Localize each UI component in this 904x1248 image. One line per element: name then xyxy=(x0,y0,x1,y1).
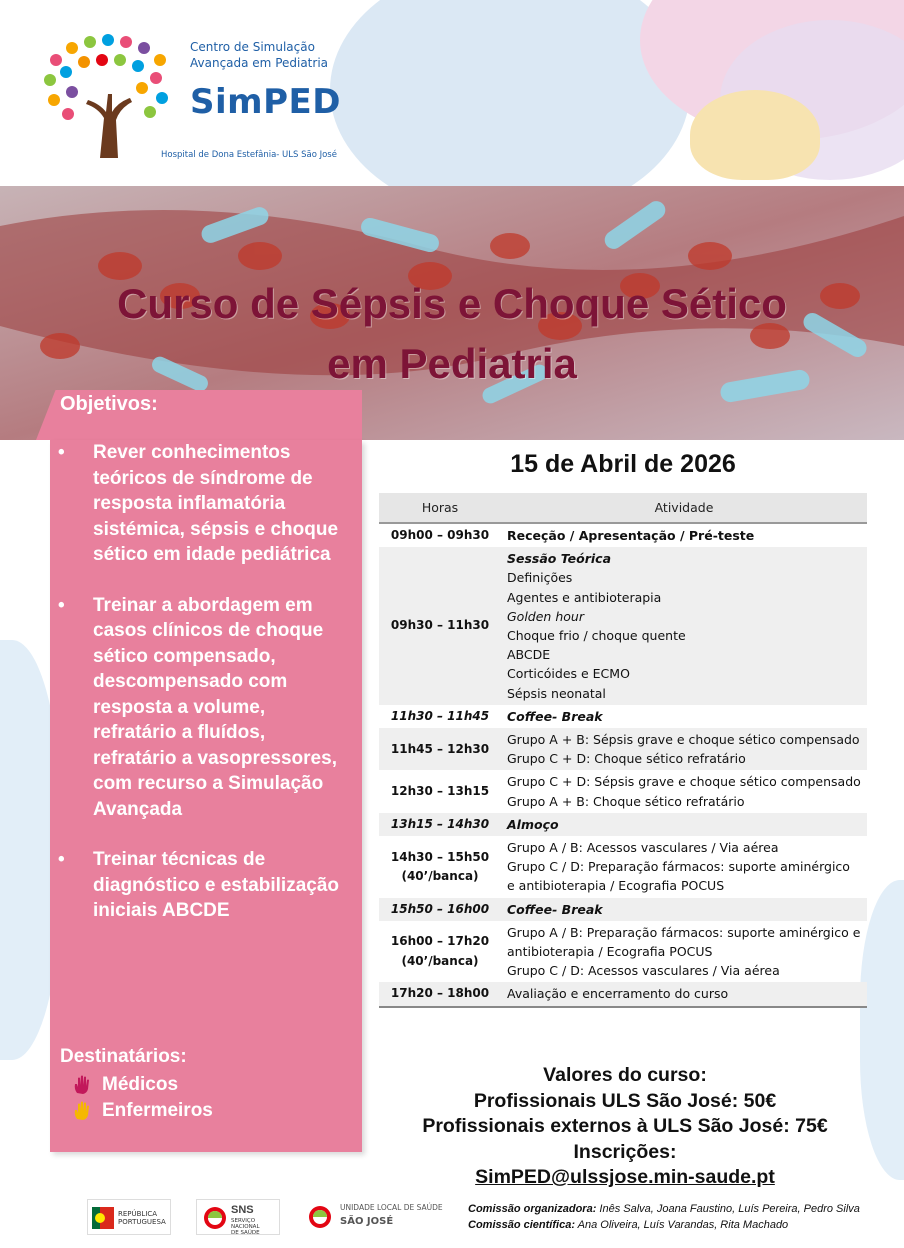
activity-line: Almoço xyxy=(507,816,559,832)
objective-text: Rever conhecimentos teóricos de síndrome de resposta inflamatória sistémica, sépsis e choque sético em idade pediátrica xyxy=(93,442,339,565)
activity-cell xyxy=(501,705,867,728)
activity-cell xyxy=(501,813,867,836)
list-item xyxy=(58,593,350,823)
time-cell xyxy=(379,921,501,983)
uls-emblem-icon xyxy=(308,1205,332,1229)
activity-line: Grupo C / D: Acessos vasculares / Via aérea xyxy=(507,963,780,979)
sns-logo xyxy=(196,1199,280,1235)
time-cell: 15h50 – 16h00 xyxy=(379,898,501,921)
activity-line: Sessão Teórica xyxy=(507,551,612,567)
time-cell: 17h20 – 18h00 xyxy=(379,982,501,1006)
course-title-line-1: Curso de Sépsis e Choque Sético xyxy=(117,280,787,327)
logo-line-2: Avançada em Pediatria xyxy=(190,56,329,70)
fee-internal: Profissionais ULS São José: 50€ xyxy=(473,1089,777,1112)
fees-heading: Valores do curso: xyxy=(543,1064,707,1086)
activity-line: Coffee- Break xyxy=(507,708,603,724)
bullet: • xyxy=(58,849,65,870)
hand-icon xyxy=(72,1101,92,1121)
time-cell: 09h30 – 11h30 xyxy=(379,547,501,705)
table-row xyxy=(379,921,867,983)
bullet: • xyxy=(58,442,65,463)
activity-line: Agentes e antibioterapia xyxy=(507,589,662,605)
course-title-line-2: em Pediatria xyxy=(327,340,577,387)
hand-icon xyxy=(72,1075,92,1095)
list-item xyxy=(58,440,350,568)
time-note: (40’/banca) xyxy=(401,953,479,968)
logo-brand: SimPED xyxy=(190,82,341,122)
fees-block xyxy=(380,1063,870,1191)
registration-heading: Inscrições: xyxy=(573,1140,677,1163)
audience-label: Enfermeiros xyxy=(102,1100,213,1121)
republica-portuguesa-logo xyxy=(87,1199,171,1235)
table-row xyxy=(379,813,867,836)
table-header-row xyxy=(379,493,867,523)
table-row xyxy=(379,705,867,728)
activity-line: Grupo C + D: Sépsis grave e choque sético compensado xyxy=(507,774,861,790)
time-range: 16h00 – 17h20 xyxy=(390,934,490,949)
column-header-activity: Atividade xyxy=(501,493,867,523)
objective-text: Treinar técnicas de diagnóstico e estabilização iniciais ABCDE xyxy=(93,849,340,921)
activity-line: Grupo C + D: Choque sético refratário xyxy=(507,751,746,767)
list-item xyxy=(72,1098,213,1124)
logo-text: UNIDADE LOCAL DE SAÚDE xyxy=(340,1203,443,1212)
bullet: • xyxy=(58,594,65,616)
logo-text: SNS xyxy=(231,1204,254,1216)
activity-line: Definições xyxy=(507,570,573,586)
time-cell: 12h30 – 13h15 xyxy=(390,784,490,799)
time-range: 14h30 – 15h50 xyxy=(390,849,490,864)
flag-emblem-icon xyxy=(92,1207,114,1229)
registration-email-link[interactable]: SimPED@ulssjose.min-saude.pt xyxy=(475,1166,775,1188)
audience-label: Médicos xyxy=(102,1074,179,1095)
logo-line-1: Centro de Simulação xyxy=(190,40,315,54)
activity-line: Grupo A / B: Acessos vasculares / Via aérea xyxy=(507,840,779,856)
activity-line: Coffee- Break xyxy=(507,901,603,917)
activity-cell xyxy=(501,982,867,1006)
time-cell: 13h15 – 14h30 xyxy=(379,813,501,836)
table-row xyxy=(379,523,867,547)
activity-line: Grupo A + B: Choque sético refratário xyxy=(507,793,745,809)
course-date: 15 de Abril de 2026 xyxy=(510,450,736,478)
simped-logo xyxy=(38,30,348,170)
activity-line: Avaliação e encerramento do curso xyxy=(507,986,729,1002)
table-row xyxy=(379,982,867,1006)
logo-text: REPÚBLICA xyxy=(118,1210,158,1218)
activity-cell xyxy=(501,770,867,812)
activity-line: Golden hour xyxy=(507,608,584,624)
activity-line: Receção / Apresentação / Pré-teste xyxy=(507,528,755,543)
logo-text: DE SAÚDE xyxy=(231,1230,260,1236)
time-cell: 09h00 – 09h30 xyxy=(379,523,501,547)
objectives-list xyxy=(58,440,350,949)
column-header-hours: Horas xyxy=(379,493,501,523)
committee-label: Comissão organizadora: xyxy=(468,1203,597,1215)
audience-heading: Destinatários: xyxy=(60,1046,187,1067)
organizing-committee xyxy=(468,1201,860,1217)
table-row xyxy=(379,728,867,770)
activity-cell xyxy=(501,547,867,705)
activity-cell xyxy=(501,836,867,898)
logo-text: SÃO JOSÉ xyxy=(340,1216,394,1227)
list-item xyxy=(72,1072,213,1098)
logo-text: SERVIÇO NACIONAL xyxy=(231,1218,260,1230)
activity-cell xyxy=(501,898,867,921)
list-item xyxy=(58,847,350,924)
schedule-table xyxy=(379,493,867,1008)
committee-label: Comissão científica: xyxy=(468,1219,575,1231)
sns-emblem-icon xyxy=(203,1206,227,1230)
activity-line: Corticóides e ECMO xyxy=(507,666,630,682)
activity-line: Sépsis neonatal xyxy=(507,685,606,701)
table-row xyxy=(379,898,867,921)
uls-sao-jose-logo xyxy=(306,1199,456,1235)
table-row xyxy=(379,770,867,812)
table-row xyxy=(379,836,867,898)
activity-cell xyxy=(501,523,867,547)
activity-line: Choque frio / choque quente xyxy=(507,628,686,644)
objective-text: Treinar a abordagem em casos clínicos de choque sético compensado, descompensado com resposta a volume, refratário a fluídos, refratário a vasopressores, com recurso a Simulação Avançada xyxy=(93,594,337,820)
time-cell: 11h45 – 12h30 xyxy=(379,728,501,770)
activity-line: Grupo A + B: Sépsis grave e choque sético compensado xyxy=(507,732,860,748)
tree-hands-icon xyxy=(38,30,178,165)
activity-cell xyxy=(501,921,867,983)
time-note: (40’/banca) xyxy=(401,868,479,883)
activity-line: Grupo A / B: Preparação fármacos: suporte aminérgico e antibioterapia / Ecografia POCUS xyxy=(507,924,861,960)
committee-members: Inês Salva, Joana Faustino, Luís Pereira, Pedro Silva xyxy=(599,1203,860,1215)
activity-line: ABCDE xyxy=(507,647,551,663)
committees xyxy=(468,1201,860,1233)
scientific-committee xyxy=(468,1217,860,1233)
activity-cell xyxy=(501,728,867,770)
logo-text: PORTUGUESA xyxy=(118,1218,166,1226)
logo-hospital: Hospital de Dona Estefânia- ULS São José xyxy=(161,150,337,160)
table-row xyxy=(379,547,867,705)
objectives-heading: Objetivos: xyxy=(60,393,158,415)
committee-members: Ana Oliveira, Luís Varandas, Rita Machado xyxy=(577,1219,789,1231)
activity-line: Grupo C / D: Preparação fármacos: suporte aminérgico e antibioterapia / Ecografia POCUS xyxy=(507,859,850,894)
decor-hand-shape xyxy=(690,90,820,180)
time-cell xyxy=(379,836,501,898)
fee-external: Profissionais externos à ULS São José: 75€ xyxy=(422,1115,828,1137)
audience-list xyxy=(72,1072,213,1124)
time-cell: 11h30 – 11h45 xyxy=(390,708,490,723)
